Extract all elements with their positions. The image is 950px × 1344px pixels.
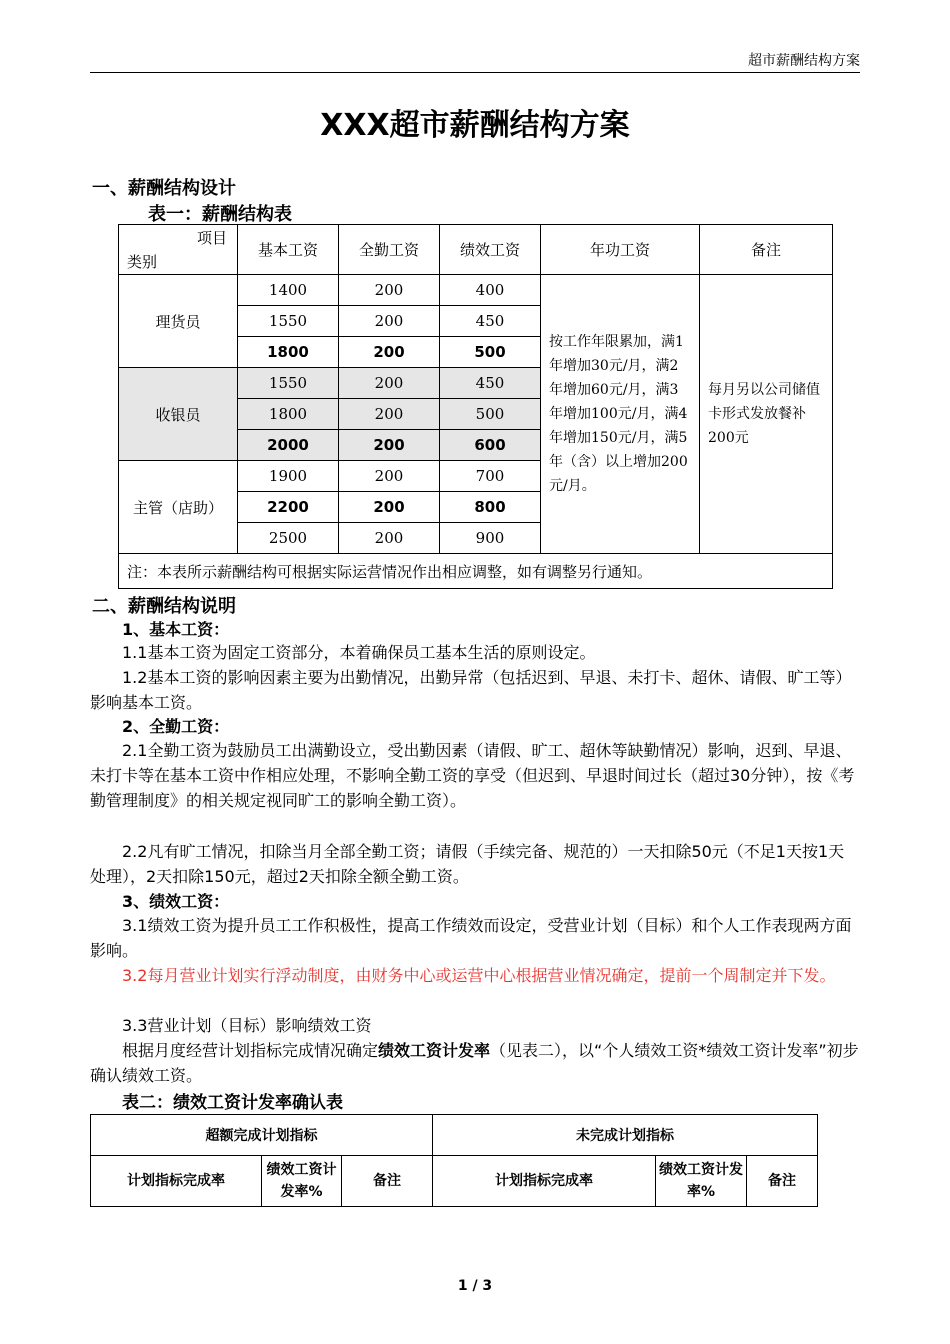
table-cell: 500 xyxy=(440,337,541,368)
paragraph-part: 根据月度经营计划指标完成情况确定 xyxy=(122,1041,379,1060)
table-cell: 200 xyxy=(339,430,440,461)
table-cell: 200 xyxy=(339,275,440,306)
paragraph: 1.1基本工资为固定工资部分，本着确保员工基本生活的原则设定。 xyxy=(122,643,596,662)
table-cell: 500 xyxy=(440,399,541,430)
col-header: 备注 xyxy=(700,225,833,275)
col-header: 绩效工资计发率% xyxy=(262,1156,342,1207)
col-header: 计划指标完成率 xyxy=(91,1156,262,1207)
col-header: 备注 xyxy=(747,1156,818,1207)
col-header: 全勤工资 xyxy=(339,225,440,275)
paragraph: 1.2基本工资的影响因素主要为出勤情况，出勤异常（包括迟到、早退、未打卡、超休、请假、旷工等）影响基本工资。 xyxy=(90,668,852,712)
paragraph-emphasis: 绩效工资计发率 xyxy=(378,1041,491,1060)
col-header: 计划指标完成率 xyxy=(433,1156,656,1207)
col-header: 年功工资 xyxy=(541,225,700,275)
table-cell: 200 xyxy=(339,306,440,337)
diag-top-label: 项目 xyxy=(196,229,227,247)
table-cell: 400 xyxy=(440,275,541,306)
role-cell: 收银员 xyxy=(119,368,238,461)
subsection-title: 1、基本工资： xyxy=(122,620,230,639)
group-header: 未完成计划指标 xyxy=(433,1115,818,1156)
subsection-title: 3、绩效工资： xyxy=(122,892,230,911)
paragraph xyxy=(90,1038,860,1088)
table-cell: 200 xyxy=(339,337,440,368)
paragraph-part: （见表二），以“个人绩效工资*绩效工资计发率”初步确认绩效工资。 xyxy=(90,1041,859,1085)
table-cell: 700 xyxy=(440,461,541,492)
table-cell: 1400 xyxy=(238,275,339,306)
table-cell: 200 xyxy=(339,461,440,492)
table-cell: 200 xyxy=(339,523,440,554)
performance-rate-table xyxy=(90,1114,818,1207)
page-number: 1 / 3 xyxy=(457,1278,493,1294)
col-header: 基本工资 xyxy=(238,225,339,275)
section1-heading: 一、薪酬结构设计 xyxy=(92,178,236,199)
paragraph: 3.1绩效工资为提升员工工作积极性，提高工作绩效而设定，受营业计划（目标）和个人工作表现两方面影响。 xyxy=(90,916,852,960)
table-cell: 1800 xyxy=(238,399,339,430)
role-cell: 主管（店助） xyxy=(119,461,238,554)
table-cell: 1900 xyxy=(238,461,339,492)
section2-heading: 二、薪酬结构说明 xyxy=(92,596,236,617)
col-header: 绩效工资计发率% xyxy=(656,1156,747,1207)
table-cell: 200 xyxy=(339,399,440,430)
table-cell: 450 xyxy=(440,306,541,337)
paragraph: 2.1全勤工资为鼓励员工出满勤设立，受出勤因素（请假、旷工、超休等缺勤情况）影响，迟到、早退、未打卡等在基本工资中作相应处理，不影响全勤工资的享受（但迟到、早退时间过长（超过30分钟），按《考勤管理制度》的相关规定视同旷工的影响全勤工资）。 xyxy=(90,741,855,810)
table-cell: 200 xyxy=(339,368,440,399)
paragraph-highlight: 3.2每月营业计划实行浮动制度，由财务中心或运营中心根据营业情况确定，提前一个周制定并下发。 xyxy=(122,966,836,985)
seniority-pay-cell: 按工作年限累加，满1年增加30元/月，满2年增加60元/月，满3年增加100元/月，满4年增加150元/月，满5年（含）以上增加200元/月。 xyxy=(541,275,700,554)
remark-cell: 每月另以公司储值卡形式发放餐补200元 xyxy=(700,275,833,554)
table-cell: 2200 xyxy=(238,492,339,523)
table-cell: 200 xyxy=(339,492,440,523)
doc-title: XXX超市薪酬结构方案 xyxy=(320,108,630,143)
col-header: 备注 xyxy=(342,1156,433,1207)
col-header: 绩效工资 xyxy=(440,225,541,275)
diagonal-header-cell xyxy=(119,225,238,275)
table-cell: 450 xyxy=(440,368,541,399)
table-cell: 1550 xyxy=(238,368,339,399)
diag-bottom-label: 类别 xyxy=(127,253,158,271)
table2-caption: 表二：绩效工资计发率确认表 xyxy=(122,1093,343,1113)
table-cell: 1550 xyxy=(238,306,339,337)
table-footnote: 注：本表所示薪酬结构可根据实际运营情况作出相应调整，如有调整另行通知。 xyxy=(119,554,833,589)
paragraph: 3.3营业计划（目标）影响绩效工资 xyxy=(122,1016,372,1035)
table-cell: 2500 xyxy=(238,523,339,554)
group-header: 超额完成计划指标 xyxy=(91,1115,433,1156)
table-cell: 900 xyxy=(440,523,541,554)
table-cell: 2000 xyxy=(238,430,339,461)
table1-caption: 表一：薪酬结构表 xyxy=(148,204,292,225)
table-cell: 800 xyxy=(440,492,541,523)
table-cell: 1800 xyxy=(238,337,339,368)
subsection-title: 2、全勤工资： xyxy=(122,717,230,736)
paragraph: 2.2凡有旷工情况，扣除当月全部全勤工资；请假（手续完备、规范的）一天扣除50元（不足1天按1天处理），2天扣除150元，超过2天扣除全额全勤工资。 xyxy=(90,842,845,886)
table-cell: 600 xyxy=(440,430,541,461)
running-header: 超市薪酬结构方案 xyxy=(90,50,860,73)
salary-structure-table xyxy=(118,224,833,589)
role-cell: 理货员 xyxy=(119,275,238,368)
